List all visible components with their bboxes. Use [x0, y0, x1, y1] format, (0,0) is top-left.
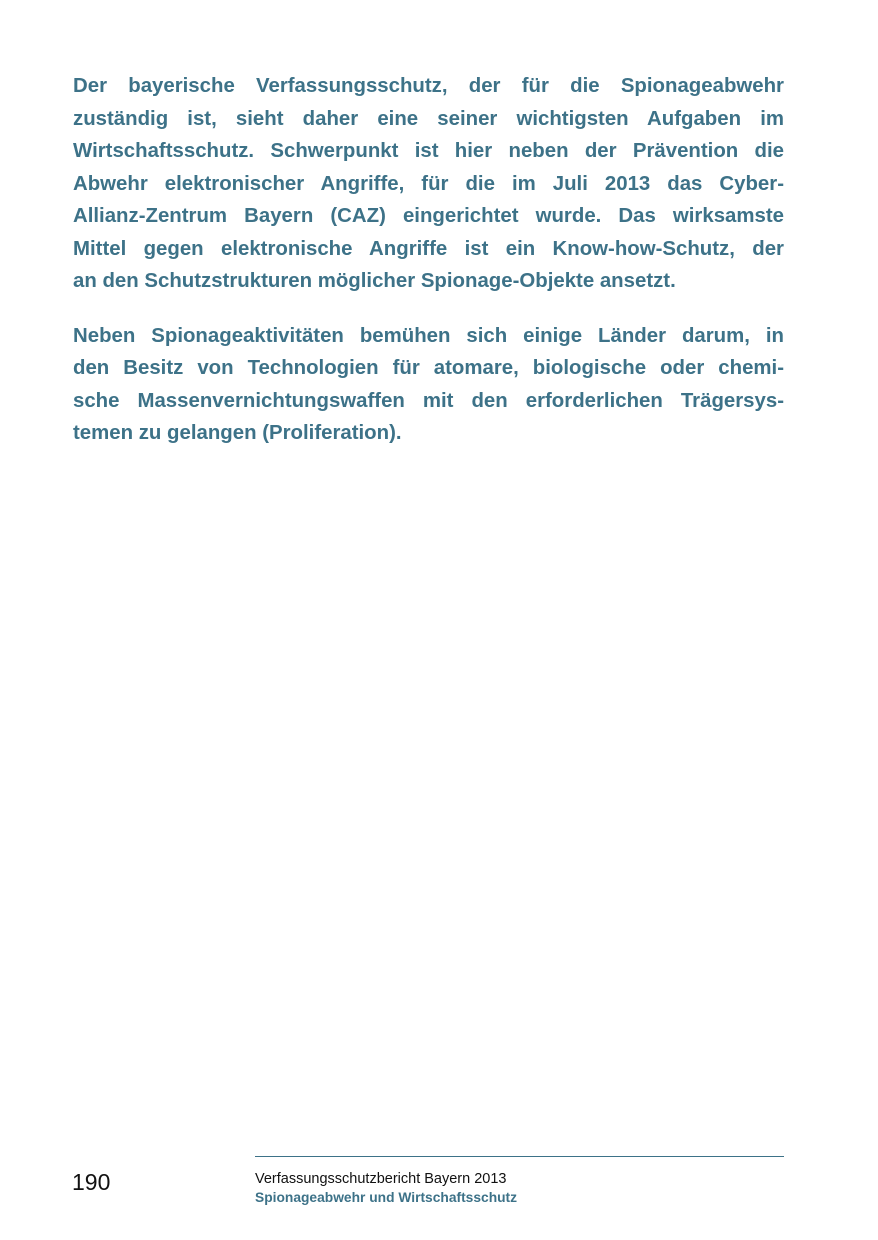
text-line: Der bayerische Verfassungsschutz, der für die Spionageabwehr — [73, 75, 784, 97]
text-line: temen zu gelangen (Proliferation). — [73, 422, 402, 444]
text-line: zuständig ist, sieht daher eine seiner wichtigsten Aufgaben im — [73, 107, 784, 130]
text-line: Neben Spionageaktivitäten bemühen sich einige Länder darum, in — [73, 324, 784, 347]
text-line: sche Massenvernichtungswaffen mit den erforderlichen Trägersys- — [73, 389, 784, 412]
footer-report-title: Verfassungsschutzbericht Bayern 2013 — [255, 1171, 507, 1187]
body-text — [73, 70, 784, 450]
paragraph-proliferation — [73, 320, 784, 450]
text-line: Abwehr elektronischer Angriffe, für die im Juli 2013 das Cyber- — [73, 172, 784, 195]
text-line: Allianz-Zentrum Bayern (CAZ) eingerichtet wurde. Das wirksamste — [73, 205, 784, 227]
text-line: den Besitz von Technologien für atomare, biologische oder chemi- — [73, 357, 784, 379]
text-line: Wirtschaftsschutz. Schwerpunkt ist hier neben der Prävention die — [73, 140, 784, 162]
text-line: Mittel gegen elektronische Angriffe ist ein Know-how-Schutz, der — [73, 237, 784, 260]
text-line: an den Schutzstrukturen möglicher Spionage-Objekte ansetzt. — [73, 270, 676, 292]
footer-chapter-title: Spionageabwehr und Wirtschaftsschutz — [255, 1190, 518, 1205]
page-number: 190 — [72, 1169, 111, 1195]
paragraph-wirtschaftsschutz — [73, 70, 784, 298]
footer-divider — [255, 1156, 784, 1157]
